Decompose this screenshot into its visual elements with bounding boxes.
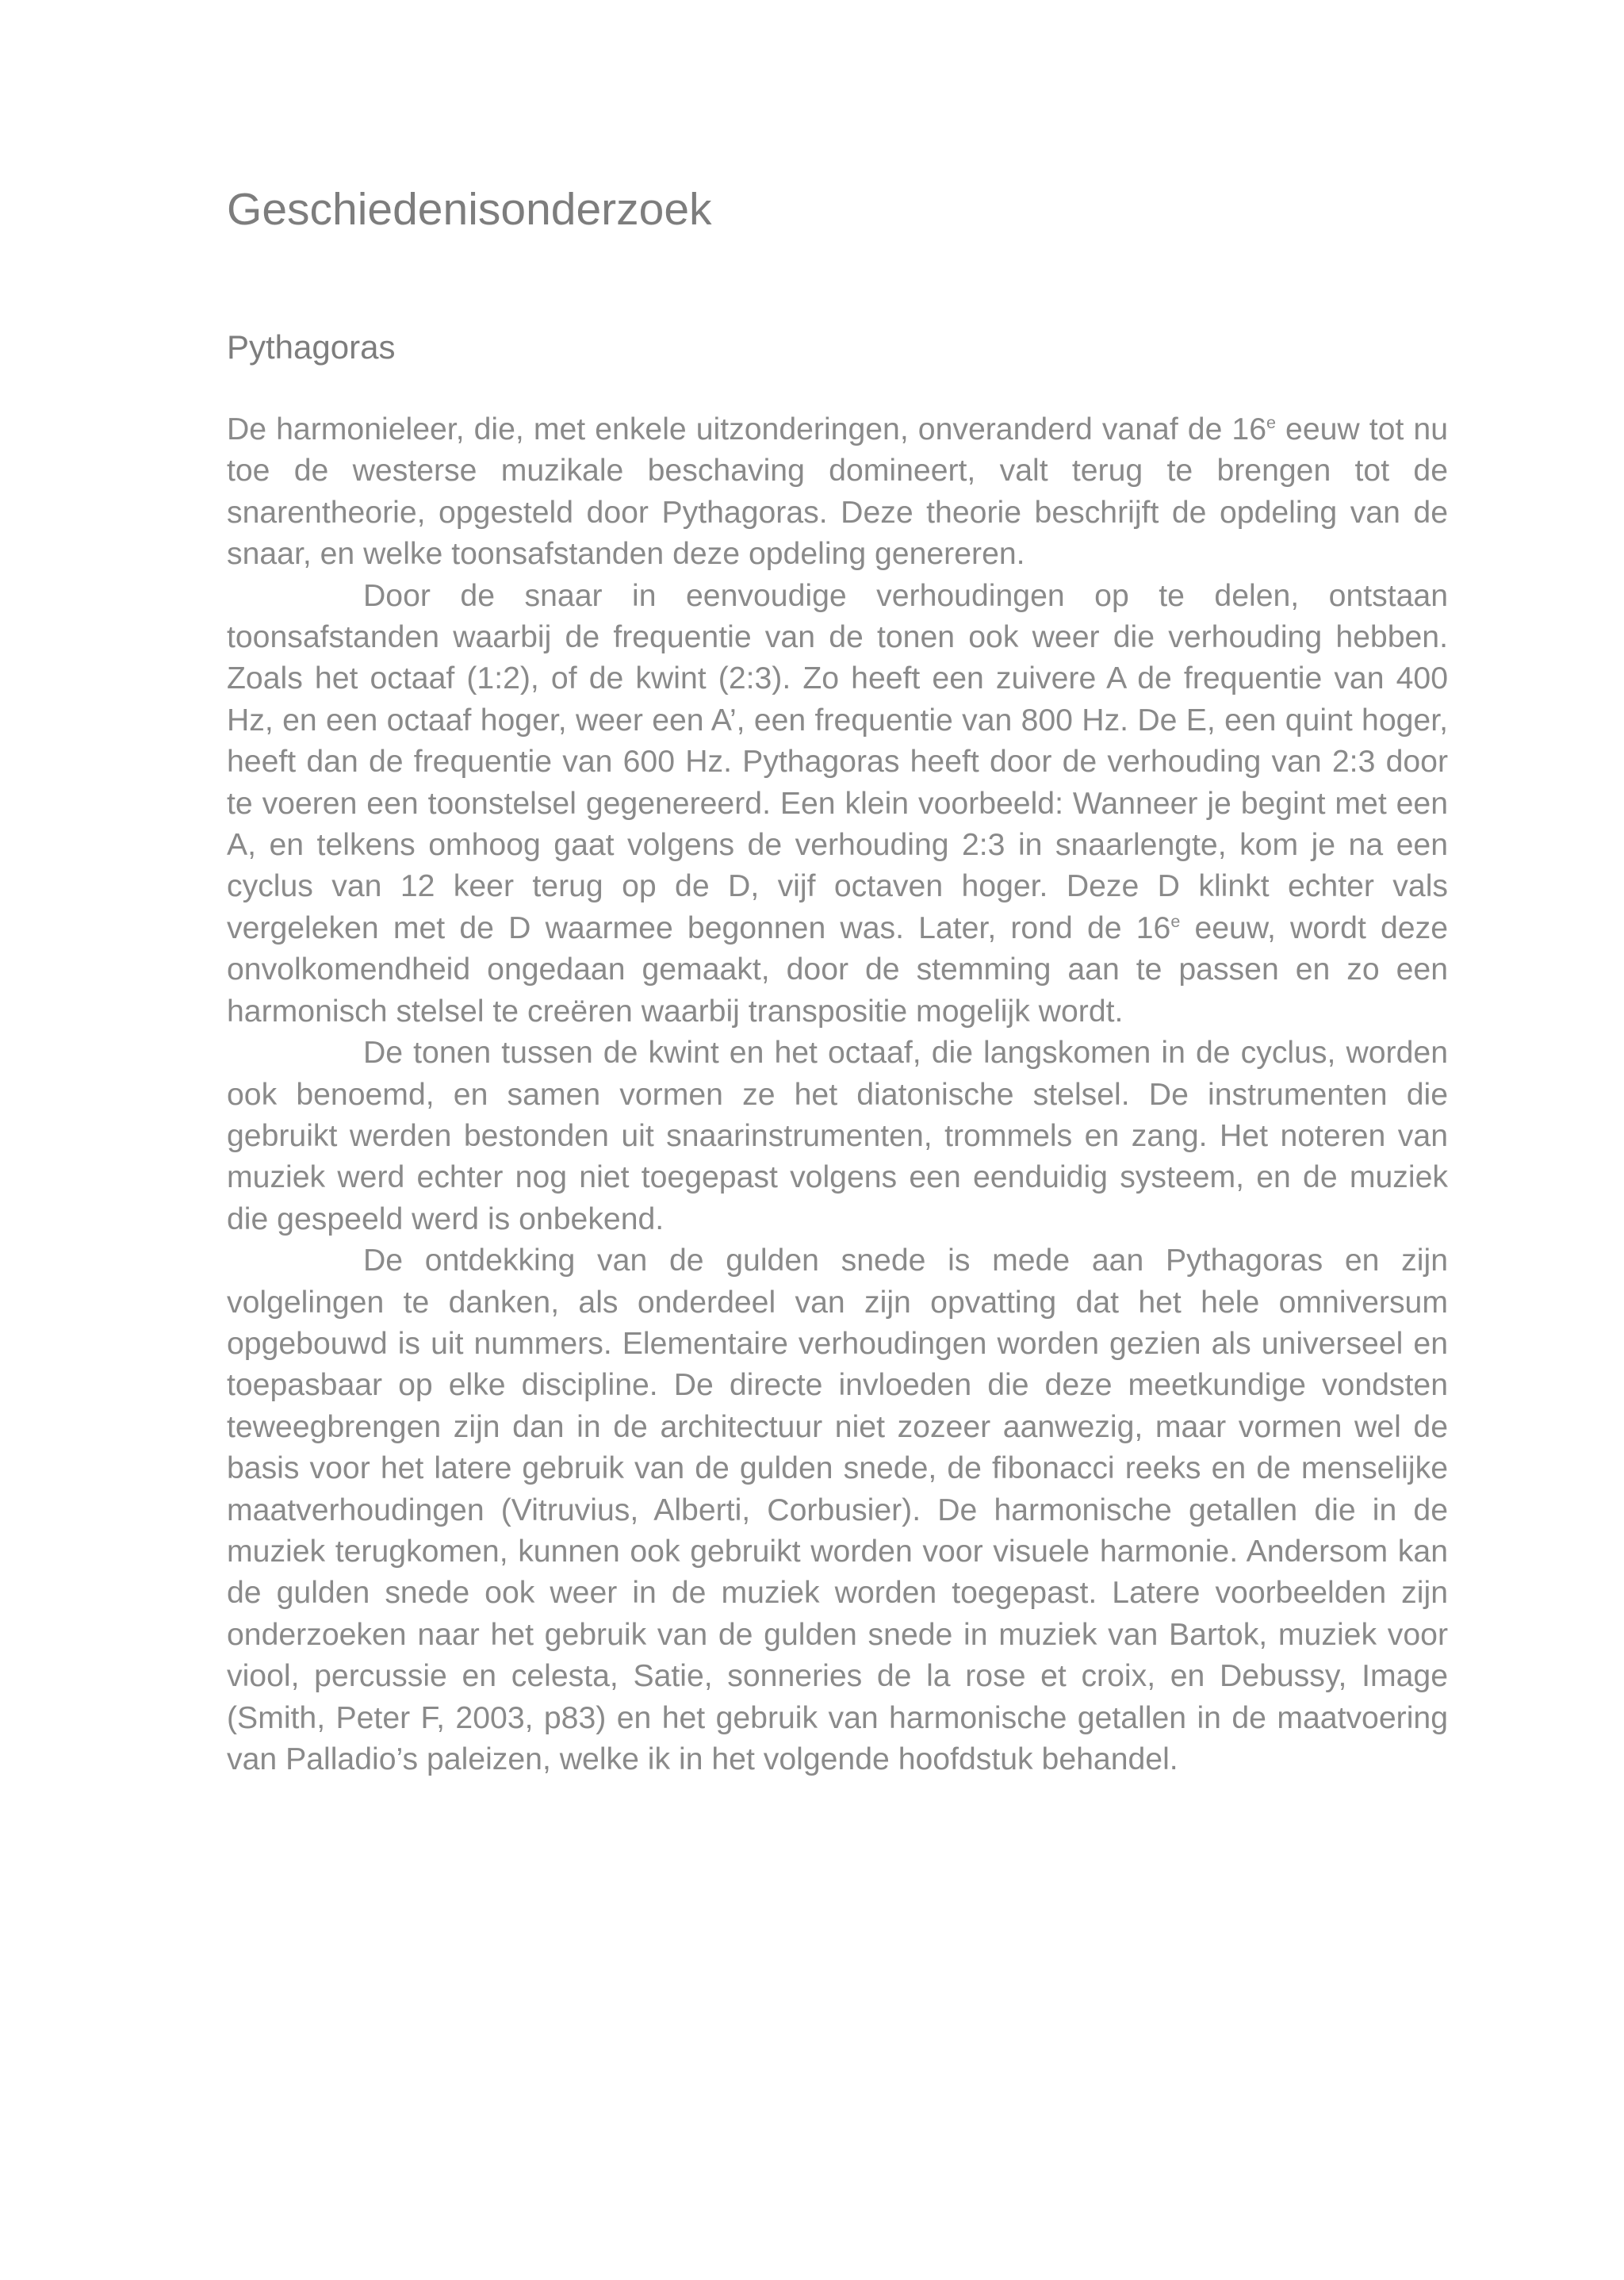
superscript-ordinal: e bbox=[1170, 910, 1181, 931]
paragraph-1 bbox=[227, 409, 1448, 576]
paragraph-text: De ontdekking van de gulden snede is mede aan Pythagoras en zijn volgelingen te danken, als onderdeel van zijn opvatting dat het hele omniversum opgebouwd is uit nummers. Elementaire verhoudingen worden gezien als universeel en toepasbaar op elke discipline. De directe invloeden die deze meetkundige vondsten teweegbrengen zijn dan in de architectuur niet zozeer aanwezig, maar vormen wel de basis voor het latere gebruik van de gulden snede, de fibonacci reeks en de menselijke maatverhoudingen (Vitruvius, Alberti, Corbusier). De harmonische getallen die in de muziek terugkomen, kunnen ook gebruikt worden voor visuele harmonie. Andersom kan de gulden snede ook weer in de muziek worden toegepast. Latere voorbeelden zijn onderzoeken naar het gebruik van de gulden snede in muziek van Bartok, muziek voor viool, percussie en celesta, Satie, sonneries de la rose et croix, en Debussy, Image (Smith, Peter F, 2003, p83) en het gebruik van harmonische getallen in de maatvoering van Palladio’s paleizen, welke ik in het volgende hoofdstuk behandel. bbox=[227, 1243, 1448, 1776]
paragraph-text: De harmonieleer, die, met enkele uitzonderingen, onveranderd vanaf de 16 bbox=[227, 412, 1267, 446]
paragraph-text: eeuw, wordt deze onvolkomendheid ongedaan gemaakt, door de stemming aan te passen en zo een harmonisch stelsel te creëren waarbij transpositie mogelijk wordt. bbox=[227, 910, 1448, 1029]
paragraph-3 bbox=[227, 1033, 1448, 1240]
section-body bbox=[227, 409, 1448, 1780]
section-heading: Pythagoras bbox=[227, 328, 396, 366]
paragraph-text: De tonen tussen de kwint en het octaaf, die langskomen in de cyclus, worden ook benoemd, en samen vormen ze het diatonische stelsel. De instrumenten die gebruikt werden bestonden uit snaarinstrumenten, trommels en zang. Het noteren van muziek werd echter nog niet toegepast volgens een eenduidig systeem, en de muziek die gespeeld werd is onbekend. bbox=[227, 1036, 1448, 1236]
paragraph-text: eeuw tot nu toe de westerse muzikale beschaving domineert, valt terug te brengen tot de snarentheorie, opgesteld door Pythagoras. Deze theorie beschrijft de opdeling van de snaar, en welke toonsafstanden deze opdeling genereren. bbox=[227, 412, 1448, 572]
paragraph-2 bbox=[227, 576, 1448, 1033]
superscript-ordinal: e bbox=[1266, 412, 1276, 432]
document-title: Geschiedenisonderzoek bbox=[227, 184, 712, 235]
paragraph-4 bbox=[227, 1240, 1448, 1780]
paragraph-text: Door de snaar in eenvoudige verhoudingen op te delen, ontstaan toonsafstanden waarbij de frequentie van de tonen ook weer die verhouding hebben. Zoals het octaaf (1:2), of de kwint (2:3). Zo heeft een zuivere A de frequentie van 400 Hz, en een octaaf hoger, weer een A’, een frequentie van 800 Hz. De E, een quint hoger, heeft dan de frequentie van 600 Hz. Pythagoras heeft door de verhouding van 2:3 door te voeren een toonstelsel gegenereerd. Een klein voorbeeld: Wanneer je begint met een A, en telkens omhoog gaat volgens de verhouding 2:3 in snaarlengte, kom je na een cyclus van 12 keer terug op de D, vijf octaven hoger. Deze D klinkt echter vals vergeleken met de D waarmee begonnen was. Later, rond de 16 bbox=[227, 578, 1448, 945]
